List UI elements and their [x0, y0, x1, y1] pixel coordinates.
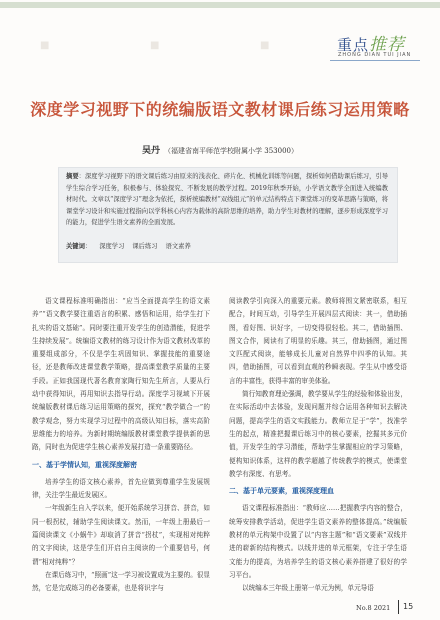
article-title: 深度学习视野下的统编版语文教材课后练习运用策略 [30, 100, 410, 119]
footer-divider [398, 600, 399, 614]
header-divider [330, 60, 420, 61]
paragraph: 语文课程标准明确指出：“应当全面提高学生的语文素养”“语文教学要注重语言的积累、感悟和运用，给学生打下扎实的语文基础”。同时要注重开发学生的创造潜能，促进学生持续发展”。统编语文教材的练习设计作为语文教材改革的重要组成部分，不仅是学生巩固知识、掌握技能的重要途径，还是教师改进课堂教学策略，提高课堂教学质量的主要手段。正如我国现代著名教育家陶行知先生所言，人要从行动中获得知识，再用知识去指导行动。深度学习视域下开展统编版教材课后练习运用策略的探究，探究“教学做合一”的教学观念，努力实现学习过程中的高级认知目标，落实高阶思维能力的培养。为新时期统编版教材课堂教学提供新的思路，同时也为促进学生核心素养发展打造一条重要路径。 [32, 297, 210, 452]
section-heading: 二、基于单元要素，重视深度理血 [229, 487, 334, 496]
paragraph: 以统编本三年级上册第一单元为例，单元导语 [242, 584, 374, 593]
journal-page: ■ ■ ■ 重点推荐 ZHONG DIAN TUI JIAN 深度学习视野下的统编版语文教材课后练习运用策略 吴丹 （福建省南平师范学校附属小学 353000） 摘要：深度学习视野下的语文课后练习由原来的浅表化、碎片化、机械化训练等问题，探析如何借助课后练习，引导学生综合学习任务，积极参与、体验探究、不断发展的教学过程。2019年秋季开始，小学语文教学全面进入统编教材时代。文章以“深度学习”理念为依托，探析统编教材“双线组元”的单元结构特点下课堂练习的变革思路与策略，将课堂学习设计和实施过程指向以学科核心内容为载体的高阶思维的培养，助力学生对教材的理解，逐步形成深度学习的能力，促进学生语文素养的全面发展。 关键词： 深度学习 课后练习 语文素养 语文课程标准明确指出：“应当全面提高学生的语文素养”“语文教学要注重语言的积累、感悟和运用，给学生打下扎实的语文基础”。同时要注重开发学生的创造潜能，促进学生持续发展”。统编语文教材的练习设计作为语文教材改革的重要组成部分，不仅是学生巩固知识、掌握技能的重要途径，还是教师改进课堂教学策略，提高课堂教学质量的主要手段。正如我国现代著名教育家陶行知先生所言，人要从行动中获得知识，再用知识去指导行动。深度学习视域下开展统编版教材课后练习运用策略的探究，探究“教学做合一”的教学观念，努力实现学习过程中的高级认知目标，落实高阶思维能力的培养。为新时期统编版教材课堂教学提供新的思路，同时也为促进学生核心素养发展打造一条重要路径。 一、基于学情认知，重视深度解密 培养学生的语文核心素养，首先应做到尊重学生发展规律，关注学生最近发展区。 一年级新生自入学以来，便开始系统学习拼音、拼音，如同一根拐杖，辅助学生阅读课文。然而，一年级上册最后一篇阅读课文《小蜗牛》却取消了拼音“拐杖”，实现相对纯粹的文字阅读，这是学生们开启自主阅读的一个重要信号，何谓“相对纯粹”？ 在课后练习中，“照画”这一学习被设置成为主要的。很显然，它是完成练习的必备要素，也是将识字与 阅读教学引向深入的重要元素。教师将围文紧密联系，相互配合，时间互动，引导学生开展四层式阅读：其一，借助插图，看好图、识好字，一切变得很轻松。其二，借助插图、图文合作，阅读有了明显的乐趣。其三，借助插图，通过图文匹配式阅读，能够成长儿童对自然界中四季的认知。其四，借助插图，可以看到直观的秒瞬表现。学生从中感受语言的丰富性，获得丰富的审美体验。 简行知教育理论强调，教学要从学生的经验和体验出发，在实际活动中去体验，发现问题并综合运用各种知识去解决问题，提高学生的语文实践能力。教师立足于“学”，找准学生的起点，精准把握课后练习中的核心要素，挖掘其多元价值，开发学生的学习潜能，帮助学生掌握相应的学习策略，便构知识体系，这样的教学超越了传统教学的模式，使课堂教学有深度、有思考。 二、基于单元要素，重视深度理血 语文课程标准指出：“教师应……把握教学内容的整合，统筹安排教学活动，促进学生语文素养的整体提高。”统编版教材的单元构架中设置了以“内容主题”和“语文要素”双线并进的崭新的结构模式。以线并进的单元框架，专注于学生语文能力的提高，为培养学生的语文核心素养搭建了很好的学习平台。 以统编本三年级上册第一单元为例，单元导语 No.8 2021 15 [0, 0, 440, 620]
column-subtitle: ZHONG DIAN TUI JIAN [338, 52, 412, 58]
paragraph: 阅读教学引向深入的重要元素。教师将围文紧密联系，相互配合，时间互动，引导学生开展四层式阅读：其一，借助插图，看好图、识好字，一切变得很轻松。其二，借助插图、图文合作，阅读有了明显的乐趣。其三，借助插图，通过图文匹配式阅读，能够成长儿童对自然界中四季的认知。其四，借助插图，可以看到直观的秒瞬表现。学生从中感受语言的丰富性，获得丰富的审美体验。 [229, 297, 407, 385]
paragraph: 语文课程标准指出：“教师应……把握教学内容的整合，统筹安排教学活动，促进学生语文素养的整体提高。”统编版教材的单元构架中设置了以“内容主题”和“语文要素”双线并进的崭新的结构模式。以线并进的单元框架，专注于学生语文能力的提高，为培养学生的语文核心素养搭建了很好的学习平台。 [229, 504, 407, 579]
keyword: 深度学习 [99, 243, 125, 250]
column-name: 重点推荐 [337, 35, 406, 55]
abstract-label: 摘要 [66, 173, 79, 180]
keyword: 语文素养 [165, 243, 191, 250]
paragraph: 在课后练习中，“照画”这一学习被设置成为主要的。很显然，它是完成练习的必备要素，也是将识字与 [32, 570, 210, 593]
paragraph: 一年级新生自入学以来，便开始系统学习拼音、拼音，如同一根拐杖，辅助学生阅读课文。然而，一年级上册最后一篇阅读课文《小蜗牛》却取消了拼音“拐杖”，实现相对纯粹的文字阅读，这是学生们开启自主阅读的一个重要信号，何谓“相对纯粹”？ [32, 504, 210, 566]
column-deco: 推荐 [369, 35, 406, 55]
paragraph: 培养学生的语文核心素养，首先应做到尊重学生发展规律，关注学生最近发展区。 [32, 477, 210, 500]
left-column [32, 295, 210, 596]
abstract-text: ：深度学习视野下的语文课后练习由原来的浅表化、碎片化、机械化训练等问题，探析如何借助课后练习，引导学生综合学习任务，积极参与、体验探究、不断发展的教学过程。2019年秋季开始，小学语文教学全面进入统编教材时代。文章以“深度学习”理念为依托，探析统编教材“双线组元”的单元结构特点下课堂练习的变革思路与策略，将课堂学习设计和实施过程指向以学科核心内容为载体的高阶思维的培养，助力学生对教材的理解，逐步形成深度学习的能力，促进学生语文素养的全面发展。 [66, 173, 389, 227]
author-affiliation: （福建省南平师范学校附属小学 353000） [164, 147, 298, 155]
keywords: 关键词： 深度学习 课后练习 语文素养 [66, 243, 191, 250]
issue-number: No.8 2021 [356, 604, 391, 612]
paragraph: 简行知教育理论强调，教学要从学生的经验和体验出发，在实际活动中去体验，发现问题并综合运用各种知识去解决问题，提高学生的语文实践能力。教师立足于“学”，找准学生的起点，精准把握课后练习中的核心要素，挖掘其多元价值，开发学生的学习潜能，帮助学生掌握相应的学习策略，便构知识体系，这样的教学超越了传统教学的模式，使课堂教学有深度、有思考。 [229, 390, 407, 478]
section-heading: 一、基于学情认知，重视深度解密 [32, 460, 137, 469]
keyword: 课后练习 [132, 243, 158, 250]
header-bar [0, 2, 440, 8]
keywords-label: 关键词 [66, 243, 85, 250]
page-number: 15 [403, 602, 414, 611]
abstract [66, 171, 388, 229]
author-line [30, 143, 410, 156]
right-column [229, 295, 407, 596]
author-name: 吴丹 [142, 146, 161, 156]
